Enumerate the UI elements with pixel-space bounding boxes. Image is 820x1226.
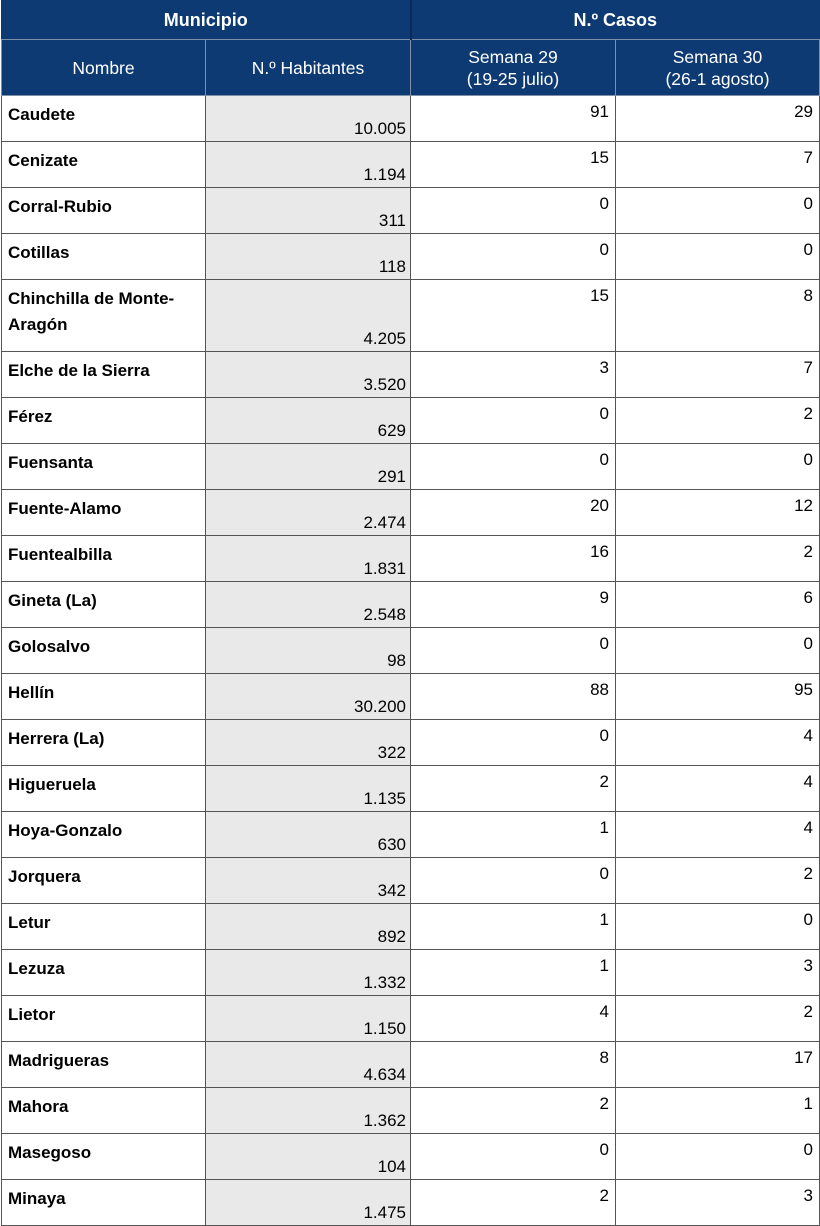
table-row bbox=[2, 1134, 820, 1180]
municipality-name-cell: Elche de la Sierra bbox=[2, 352, 206, 398]
municipality-name-cell: Madrigueras bbox=[2, 1042, 206, 1088]
table-row bbox=[2, 996, 820, 1042]
habitantes-cell: 1.362 bbox=[206, 1088, 411, 1134]
habitantes-cell: 1.135 bbox=[206, 766, 411, 812]
semana29-cases-cell: 2 bbox=[411, 766, 616, 812]
semana29-cases-cell: 0 bbox=[411, 398, 616, 444]
semana29-cases-cell: 1 bbox=[411, 950, 616, 996]
casos-header: N.º Casos bbox=[411, 1, 820, 40]
municipality-name-cell: Higueruela bbox=[2, 766, 206, 812]
habitantes-cell: 342 bbox=[206, 858, 411, 904]
habitantes-cell: 2.474 bbox=[206, 490, 411, 536]
semana30-cases-cell: 0 bbox=[616, 188, 820, 234]
habitantes-cell: 1.831 bbox=[206, 536, 411, 582]
semana30-cases-cell: 29 bbox=[616, 96, 820, 142]
municipality-name-cell: Caudete bbox=[2, 96, 206, 142]
municipality-name-cell: Golosalvo bbox=[2, 628, 206, 674]
habitantes-cell: 892 bbox=[206, 904, 411, 950]
habitantes-cell: 629 bbox=[206, 398, 411, 444]
semana29-cases-cell: 16 bbox=[411, 536, 616, 582]
semana30-cases-cell: 4 bbox=[616, 766, 820, 812]
semana29-header bbox=[411, 40, 616, 96]
municipality-name-cell: Chinchilla de Monte-Aragón bbox=[2, 280, 206, 352]
municipality-name-cell: Jorquera bbox=[2, 858, 206, 904]
habitantes-header: N.º Habitantes bbox=[206, 40, 411, 96]
municipality-name-cell: Gineta (La) bbox=[2, 582, 206, 628]
cases-table bbox=[1, 0, 820, 1226]
semana29-cases-cell: 1 bbox=[411, 904, 616, 950]
semana29-cases-cell: 9 bbox=[411, 582, 616, 628]
table-body bbox=[2, 96, 820, 1226]
municipality-name-cell: Hoya-Gonzalo bbox=[2, 812, 206, 858]
semana30-cases-cell: 6 bbox=[616, 582, 820, 628]
municipality-name-cell: Minaya bbox=[2, 1180, 206, 1226]
habitantes-cell: 3.520 bbox=[206, 352, 411, 398]
semana30-cases-cell: 0 bbox=[616, 904, 820, 950]
municipality-name-cell: Fuente-Alamo bbox=[2, 490, 206, 536]
habitantes-cell: 1.150 bbox=[206, 996, 411, 1042]
semana30-cases-cell: 0 bbox=[616, 444, 820, 490]
semana29-cases-cell: 0 bbox=[411, 444, 616, 490]
table-row bbox=[2, 188, 820, 234]
table-row bbox=[2, 582, 820, 628]
semana30-cases-cell: 7 bbox=[616, 142, 820, 188]
habitantes-cell: 630 bbox=[206, 812, 411, 858]
semana30-cases-cell: 0 bbox=[616, 1134, 820, 1180]
semana30-title: Semana 30 bbox=[672, 46, 763, 67]
header-group-row bbox=[2, 1, 820, 40]
municipality-name-cell: Lietor bbox=[2, 996, 206, 1042]
table-row bbox=[2, 720, 820, 766]
semana29-cases-cell: 2 bbox=[411, 1180, 616, 1226]
table-row bbox=[2, 234, 820, 280]
habitantes-cell: 322 bbox=[206, 720, 411, 766]
semana30-cases-cell: 4 bbox=[616, 720, 820, 766]
table-row bbox=[2, 352, 820, 398]
table-row bbox=[2, 1180, 820, 1226]
table-row bbox=[2, 444, 820, 490]
municipality-name-cell: Férez bbox=[2, 398, 206, 444]
table-row bbox=[2, 536, 820, 582]
semana29-cases-cell: 2 bbox=[411, 1088, 616, 1134]
table-row bbox=[2, 812, 820, 858]
table-row bbox=[2, 1088, 820, 1134]
municipality-name-cell: Lezuza bbox=[2, 950, 206, 996]
habitantes-cell: 1.475 bbox=[206, 1180, 411, 1226]
semana29-cases-cell: 15 bbox=[411, 142, 616, 188]
semana29-cases-cell: 0 bbox=[411, 858, 616, 904]
semana29-cases-cell: 8 bbox=[411, 1042, 616, 1088]
table-row bbox=[2, 398, 820, 444]
semana30-dates: (26-1 agosto) bbox=[665, 68, 770, 89]
habitantes-cell: 4.205 bbox=[206, 280, 411, 352]
municipio-header: Municipio bbox=[2, 1, 411, 40]
table-row bbox=[2, 766, 820, 812]
municipality-name-cell: Fuensanta bbox=[2, 444, 206, 490]
semana30-cases-cell: 2 bbox=[616, 858, 820, 904]
municipality-name-cell: Mahora bbox=[2, 1088, 206, 1134]
nombre-header: Nombre bbox=[2, 40, 206, 96]
semana30-cases-cell: 1 bbox=[616, 1088, 820, 1134]
semana29-cases-cell: 88 bbox=[411, 674, 616, 720]
table-row bbox=[2, 142, 820, 188]
semana29-cases-cell: 0 bbox=[411, 188, 616, 234]
municipality-name-cell: Cotillas bbox=[2, 234, 206, 280]
habitantes-cell: 1.332 bbox=[206, 950, 411, 996]
habitantes-cell: 311 bbox=[206, 188, 411, 234]
semana30-cases-cell: 7 bbox=[616, 352, 820, 398]
semana30-cases-cell: 4 bbox=[616, 812, 820, 858]
municipality-name-cell: Hellín bbox=[2, 674, 206, 720]
semana30-cases-cell: 17 bbox=[616, 1042, 820, 1088]
semana30-cases-cell: 0 bbox=[616, 628, 820, 674]
semana30-cases-cell: 2 bbox=[616, 996, 820, 1042]
semana29-cases-cell: 0 bbox=[411, 720, 616, 766]
habitantes-cell: 30.200 bbox=[206, 674, 411, 720]
semana30-header bbox=[616, 40, 820, 96]
habitantes-cell: 104 bbox=[206, 1134, 411, 1180]
semana29-dates: (19-25 julio) bbox=[466, 68, 560, 89]
semana30-cases-cell: 3 bbox=[616, 1180, 820, 1226]
table-row bbox=[2, 950, 820, 996]
habitantes-cell: 98 bbox=[206, 628, 411, 674]
habitantes-cell: 291 bbox=[206, 444, 411, 490]
semana30-cases-cell: 2 bbox=[616, 398, 820, 444]
table-row bbox=[2, 904, 820, 950]
semana29-cases-cell: 15 bbox=[411, 280, 616, 352]
habitantes-cell: 1.194 bbox=[206, 142, 411, 188]
municipality-name-cell: Corral-Rubio bbox=[2, 188, 206, 234]
municipality-name-cell: Cenizate bbox=[2, 142, 206, 188]
table-row bbox=[2, 674, 820, 720]
table-row bbox=[2, 1042, 820, 1088]
table-row bbox=[2, 858, 820, 904]
table-row bbox=[2, 628, 820, 674]
semana29-cases-cell: 4 bbox=[411, 996, 616, 1042]
semana30-cases-cell: 0 bbox=[616, 234, 820, 280]
municipality-name-cell: Fuentealbilla bbox=[2, 536, 206, 582]
habitantes-cell: 2.548 bbox=[206, 582, 411, 628]
semana30-cases-cell: 8 bbox=[616, 280, 820, 352]
semana29-cases-cell: 0 bbox=[411, 628, 616, 674]
habitantes-cell: 10.005 bbox=[206, 96, 411, 142]
municipality-name-cell: Herrera (La) bbox=[2, 720, 206, 766]
semana29-cases-cell: 20 bbox=[411, 490, 616, 536]
semana30-cases-cell: 95 bbox=[616, 674, 820, 720]
semana30-cases-cell: 3 bbox=[616, 950, 820, 996]
semana29-cases-cell: 0 bbox=[411, 234, 616, 280]
semana29-title: Semana 29 bbox=[468, 46, 558, 67]
habitantes-cell: 118 bbox=[206, 234, 411, 280]
municipality-name-cell: Masegoso bbox=[2, 1134, 206, 1180]
header-columns-row bbox=[2, 40, 820, 96]
semana29-cases-cell: 91 bbox=[411, 96, 616, 142]
table-row bbox=[2, 280, 820, 352]
semana29-cases-cell: 1 bbox=[411, 812, 616, 858]
municipality-name-cell: Letur bbox=[2, 904, 206, 950]
semana30-cases-cell: 12 bbox=[616, 490, 820, 536]
semana30-cases-cell: 2 bbox=[616, 536, 820, 582]
table-row bbox=[2, 490, 820, 536]
habitantes-cell: 4.634 bbox=[206, 1042, 411, 1088]
semana29-cases-cell: 3 bbox=[411, 352, 616, 398]
semana29-cases-cell: 0 bbox=[411, 1134, 616, 1180]
table-row bbox=[2, 96, 820, 142]
